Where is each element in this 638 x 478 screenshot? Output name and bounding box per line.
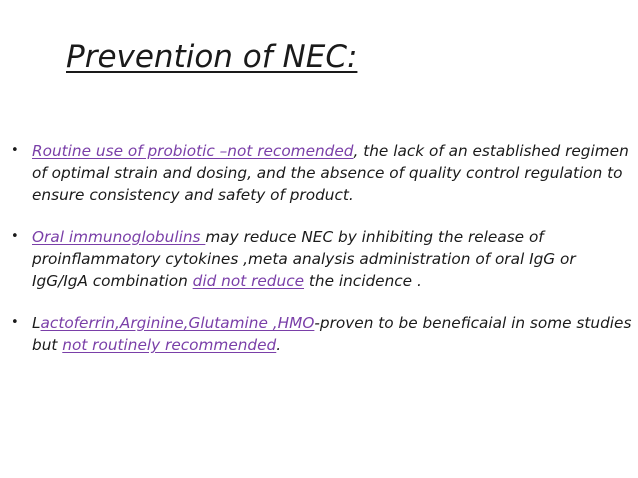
bullet-lactoferrin bbox=[11, 312, 633, 356]
bullet-probiotic bbox=[11, 140, 633, 206]
slide-title: Prevention of NEC: bbox=[66, 39, 358, 75]
bullet-text: , the lack of an established regimen of optimal strain and dosing, and the absence of quality control regulation to ensure consistency and safety of product. bbox=[32, 142, 629, 204]
bullet-text: may reduce NEC by inhibiting the release of proinflammatory cytokines ,meta analysis administration of oral IgG or IgG/IgA combination bbox=[32, 228, 576, 290]
bullet-immunoglobulins bbox=[11, 226, 633, 292]
bullet-text-end: the incidence . bbox=[304, 272, 422, 290]
link-not-routinely-recommended[interactable]: not routinely recommended bbox=[62, 336, 277, 354]
link-lactoferrin[interactable]: actoferrin,Arginine,Glutamine ,HMO bbox=[40, 314, 315, 332]
bullet-dot-icon: • bbox=[11, 229, 19, 244]
link-routine-probiotic[interactable]: Routine use of probiotic –not recomended bbox=[32, 142, 354, 160]
link-oral-immunoglobulins[interactable]: Oral immunoglobulins bbox=[32, 228, 206, 246]
link-did-not-reduce[interactable]: did not reduce bbox=[192, 272, 305, 290]
bullet-list bbox=[11, 140, 633, 376]
bullet-text-end: . bbox=[276, 336, 282, 354]
bullet-prefix: L bbox=[32, 314, 41, 332]
bullet-dot-icon: • bbox=[11, 143, 19, 158]
bullet-text: -proven to be beneficaial in some studies but bbox=[32, 314, 632, 354]
bullet-dot-icon: • bbox=[11, 315, 19, 330]
